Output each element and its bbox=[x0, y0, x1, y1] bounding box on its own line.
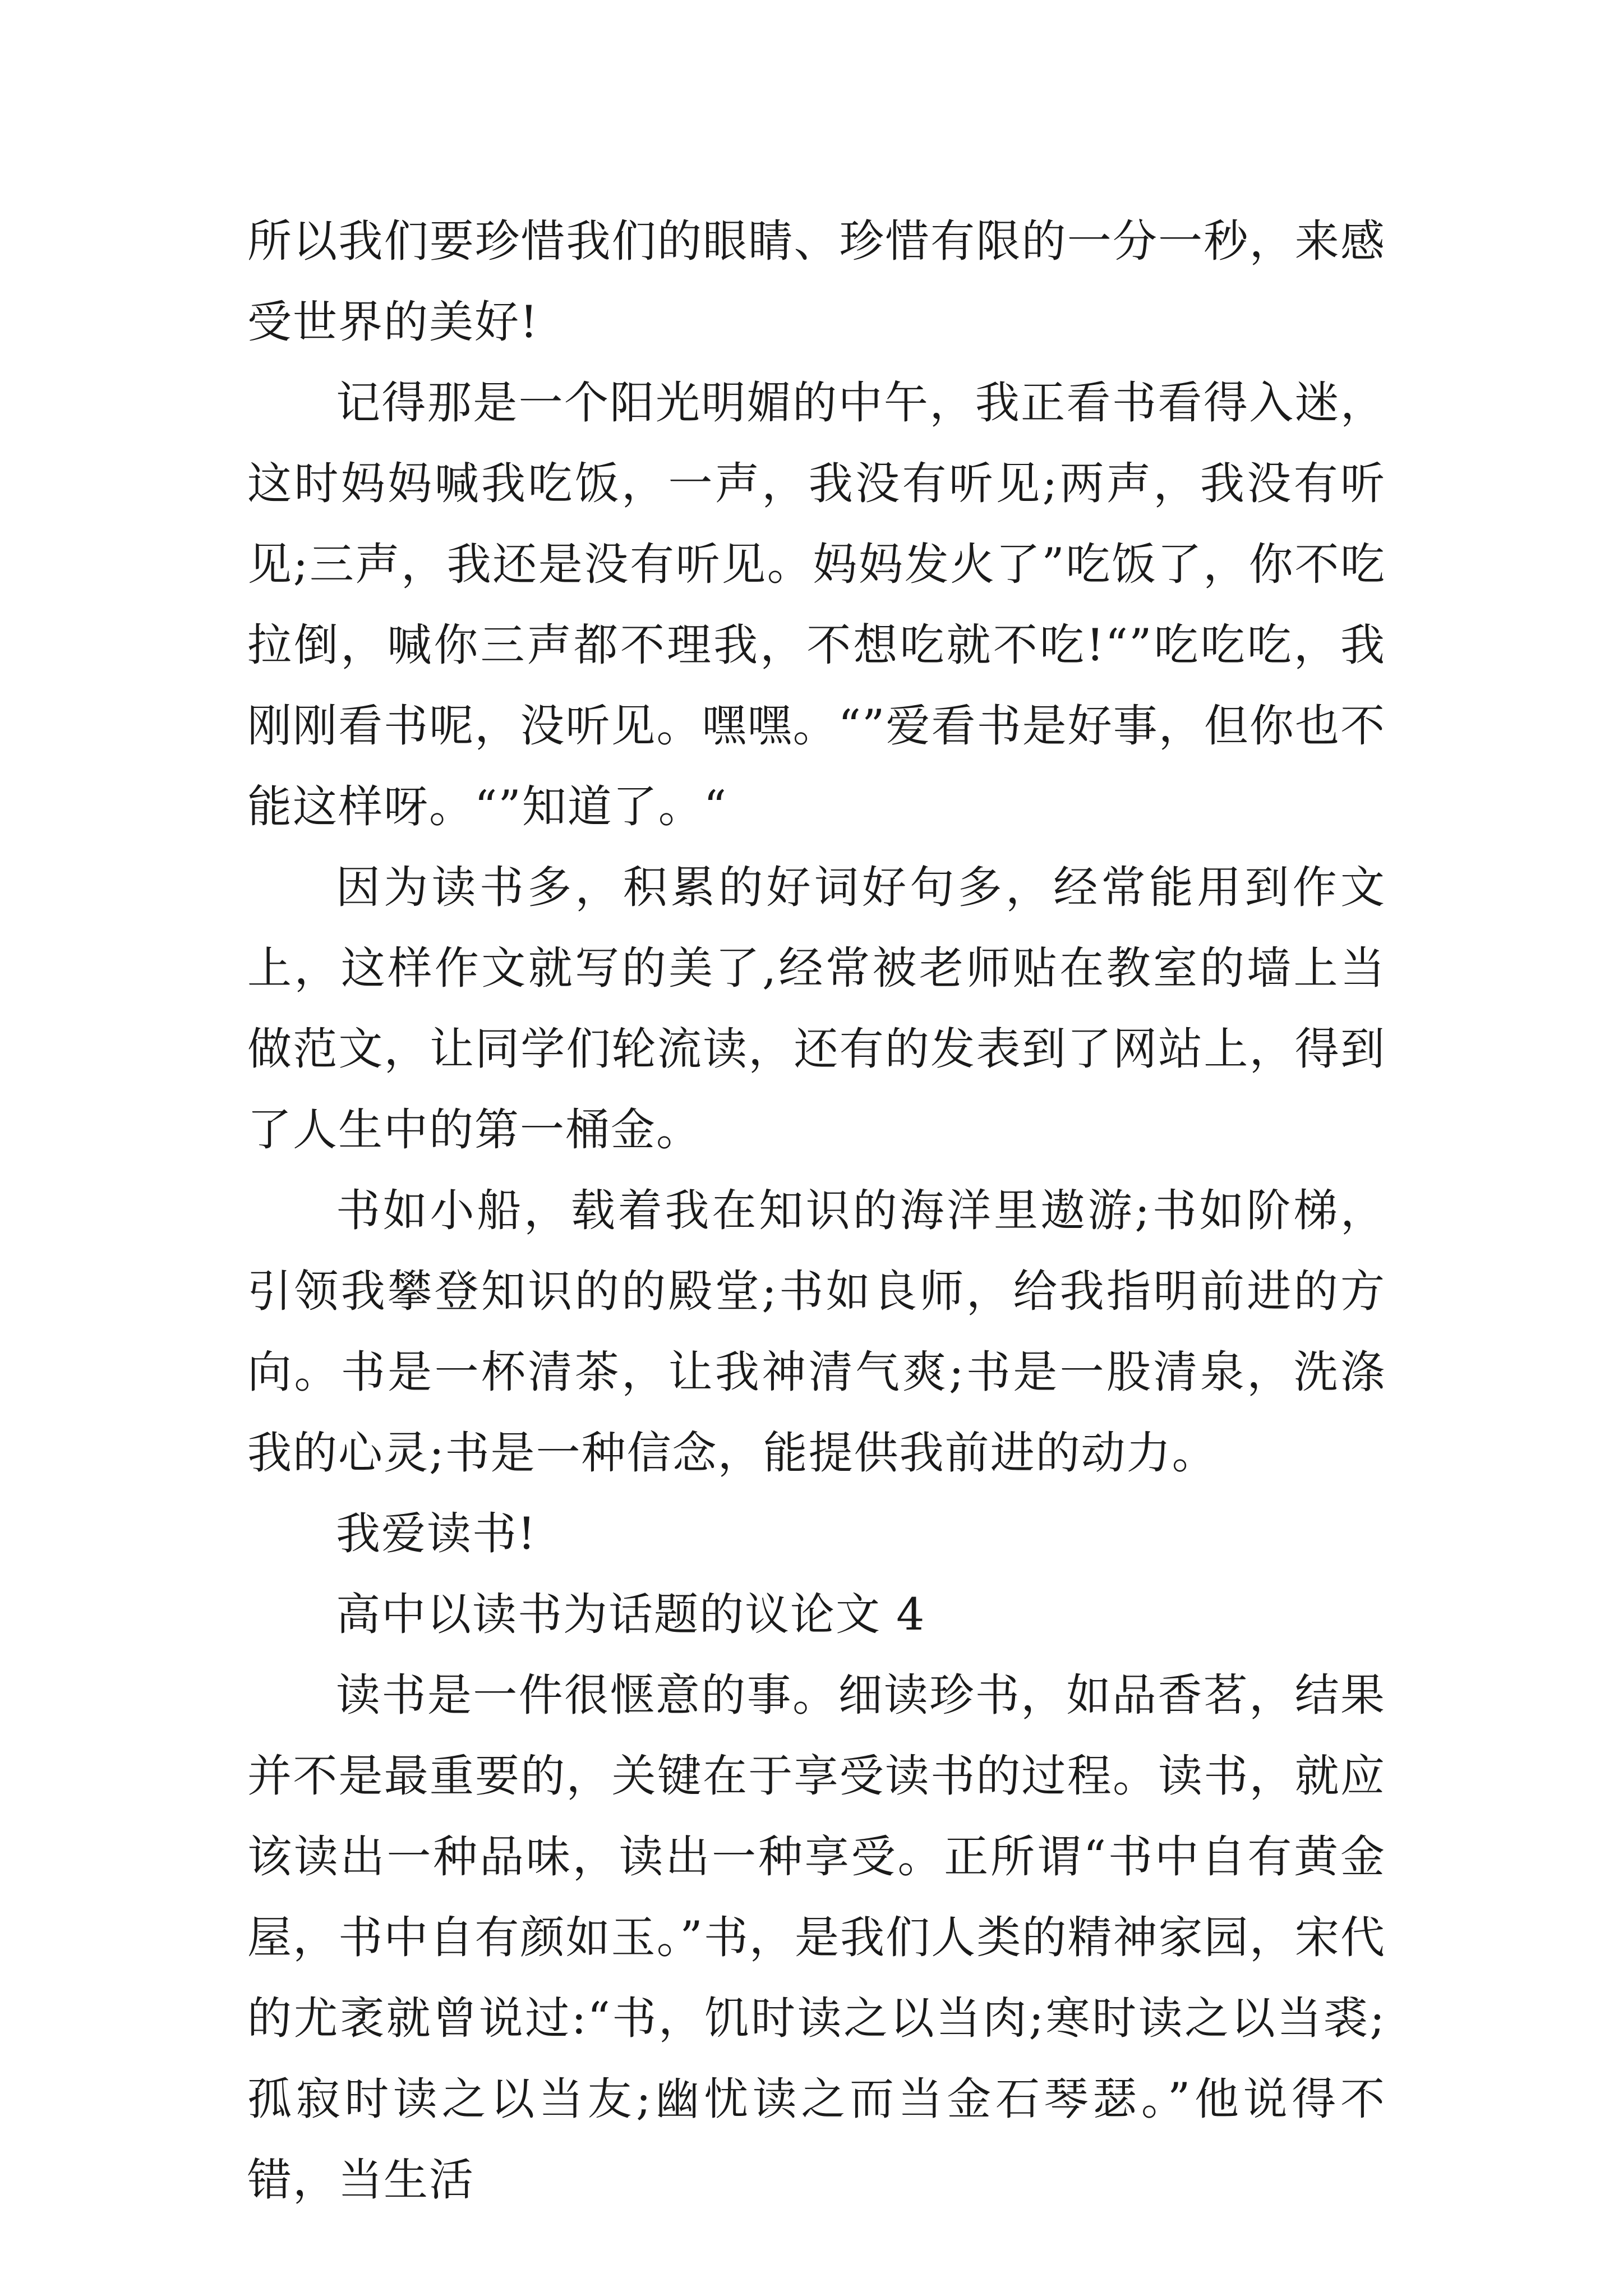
body-text bbox=[247, 201, 1386, 2220]
paragraph: 记得那是一个阳光明媚的中午，我正看书看得入迷，这时妈妈喊我吃饭，一声，我没有听见;两声，我没有听见;三声，我还是没有听见。妈妈发火了”吃饭了，你不吃拉倒，喊你三声都不理我，不想吃就不吃!“”吃吃吃，我刚刚看书呢，没听见。嘿嘿。“”爱看书是好事，但你也不能这样呀。“”知道了。“ bbox=[247, 377, 1386, 832]
paragraph: 所以我们要珍惜我们的眼睛、珍惜有限的一分一秒，来感受世界的美好! bbox=[247, 215, 1386, 348]
paragraph: 书如小船，载着我在知识的海洋里遨游;书如阶梯，引领我攀登知识的的殿堂;书如良师，给我指明前进的方向。书是一杯清茶，让我神清气爽;书是一股清泉，洗涤我的心灵;书是一种信念，能提供我前进的动力。 bbox=[247, 1185, 1386, 1479]
paragraph: 我爱读书! bbox=[336, 1508, 537, 1559]
paragraph: 读书是一件很惬意的事。细读珍书，如品香茗，结果并不是最重要的，关键在于享受读书的过程。读书，就应该读出一种品味，读出一种享受。正所谓“书中自有黄金屋，书中自有颜如玉。”书，是我们人类的精神家园，宋代的尤袤就曾说过:“书，饥时读之以当肉;寒时读之以当裘;孤寂时读之以当友;幽忧读之而当金石琴瑟。”他说得不错，当生活 bbox=[247, 1669, 1386, 2206]
paragraph: 因为读书多，积累的好词好句多，经常能用到作文上，这样作文就写的美了,经常被老师贴在教室的墙上当做范文，让同学们轮流读，还有的发表到了网站上，得到了人生中的第一桶金。 bbox=[247, 862, 1386, 1156]
section-heading: 高中以读书为话题的议论文 4 bbox=[336, 1589, 926, 1640]
